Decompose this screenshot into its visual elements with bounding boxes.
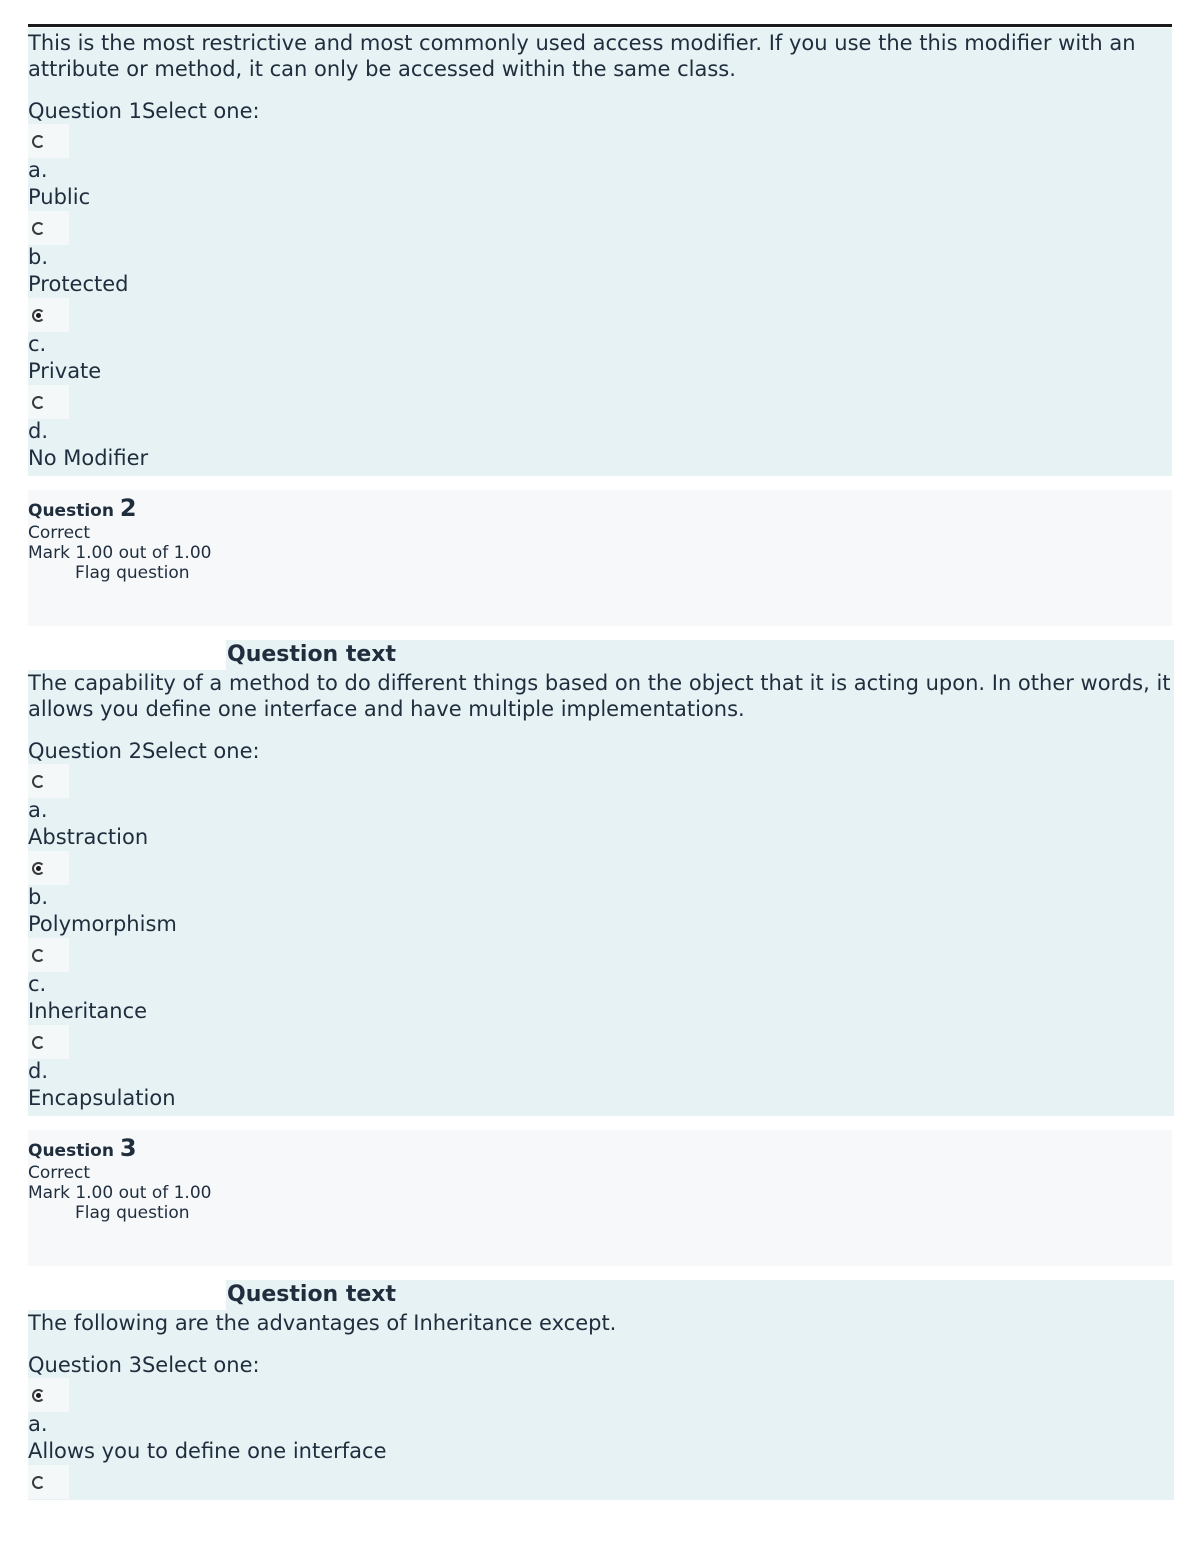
question-1-block [28,28,1172,476]
option-b[interactable] [28,851,1174,938]
radio-a[interactable] [32,135,45,148]
flag-question-link[interactable]: Flag question [75,563,190,583]
radio-d[interactable] [32,396,45,409]
radio-a[interactable] [32,1389,45,1402]
option-text: Polymorphism [28,912,177,936]
question-3-prompt: Question 3Select one: [28,1353,260,1377]
option-text: Encapsulation [28,1086,176,1110]
option-letter: d. [28,419,49,443]
radio-a[interactable] [32,775,45,788]
option-letter: c. [28,972,47,996]
option-text: Private [28,359,102,383]
option-text: No Modifier [28,446,149,470]
option-b[interactable] [28,211,1172,298]
question-text-header [28,1280,1174,1310]
question-text-header [28,640,1174,670]
top-divider [28,24,1172,27]
radio-c[interactable] [32,949,45,962]
question-2-text: The capability of a method to do different things based on the object that it is acting upon. In other words, it allows you define one interface and have multiple implementations. [28,671,1171,721]
question-state: Correct [28,1163,91,1183]
flag-question-link[interactable]: Flag question [75,1203,190,1223]
question-1-prompt: Question 1Select one: [28,99,260,123]
option-text: Protected [28,272,129,296]
question-text-label: Question text [227,1282,397,1307]
question-3-info [28,1130,1172,1266]
option-c[interactable] [28,938,1174,1025]
question-1-text: This is the most restrictive and most commonly used access modifier. If you use the this modifier with an attribute or method, it can only be accessed within the same class. [28,31,1136,81]
question-text-label: Question text [227,642,397,667]
option-text: Inheritance [28,999,148,1023]
option-c[interactable] [28,298,1172,385]
option-letter: b. [28,245,49,269]
question-grade: Mark 1.00 out of 1.00 [28,543,212,563]
option-letter: a. [28,798,48,822]
option-d[interactable] [28,385,1172,472]
option-letter: a. [28,1412,48,1436]
radio-b[interactable] [32,862,45,875]
radio-c[interactable] [32,309,45,322]
radio-d[interactable] [32,1036,45,1049]
radio-b[interactable] [32,222,45,235]
option-d[interactable] [28,1025,1174,1112]
question-grade: Mark 1.00 out of 1.00 [28,1183,212,1203]
option-text: Public [28,185,91,209]
option-a[interactable] [28,1378,1174,1465]
question-3-block [28,1280,1174,1500]
question-number: Question 2 [28,494,137,522]
option-letter: d. [28,1059,49,1083]
option-b[interactable] [28,1465,1174,1499]
question-2-info [28,490,1172,626]
option-letter: c. [28,332,47,356]
option-a[interactable] [28,124,1172,211]
question-number: Question 3 [28,1134,137,1162]
option-text: Abstraction [28,825,149,849]
option-letter: b. [28,885,49,909]
option-text: Allows you to define one interface [28,1439,387,1463]
question-2-prompt: Question 2Select one: [28,739,260,763]
question-state: Correct [28,523,91,543]
question-2-block [28,640,1174,1116]
question-3-text: The following are the advantages of Inheritance except. [28,1311,617,1335]
option-a[interactable] [28,764,1174,851]
radio-b[interactable] [32,1476,45,1489]
option-letter: a. [28,158,48,182]
